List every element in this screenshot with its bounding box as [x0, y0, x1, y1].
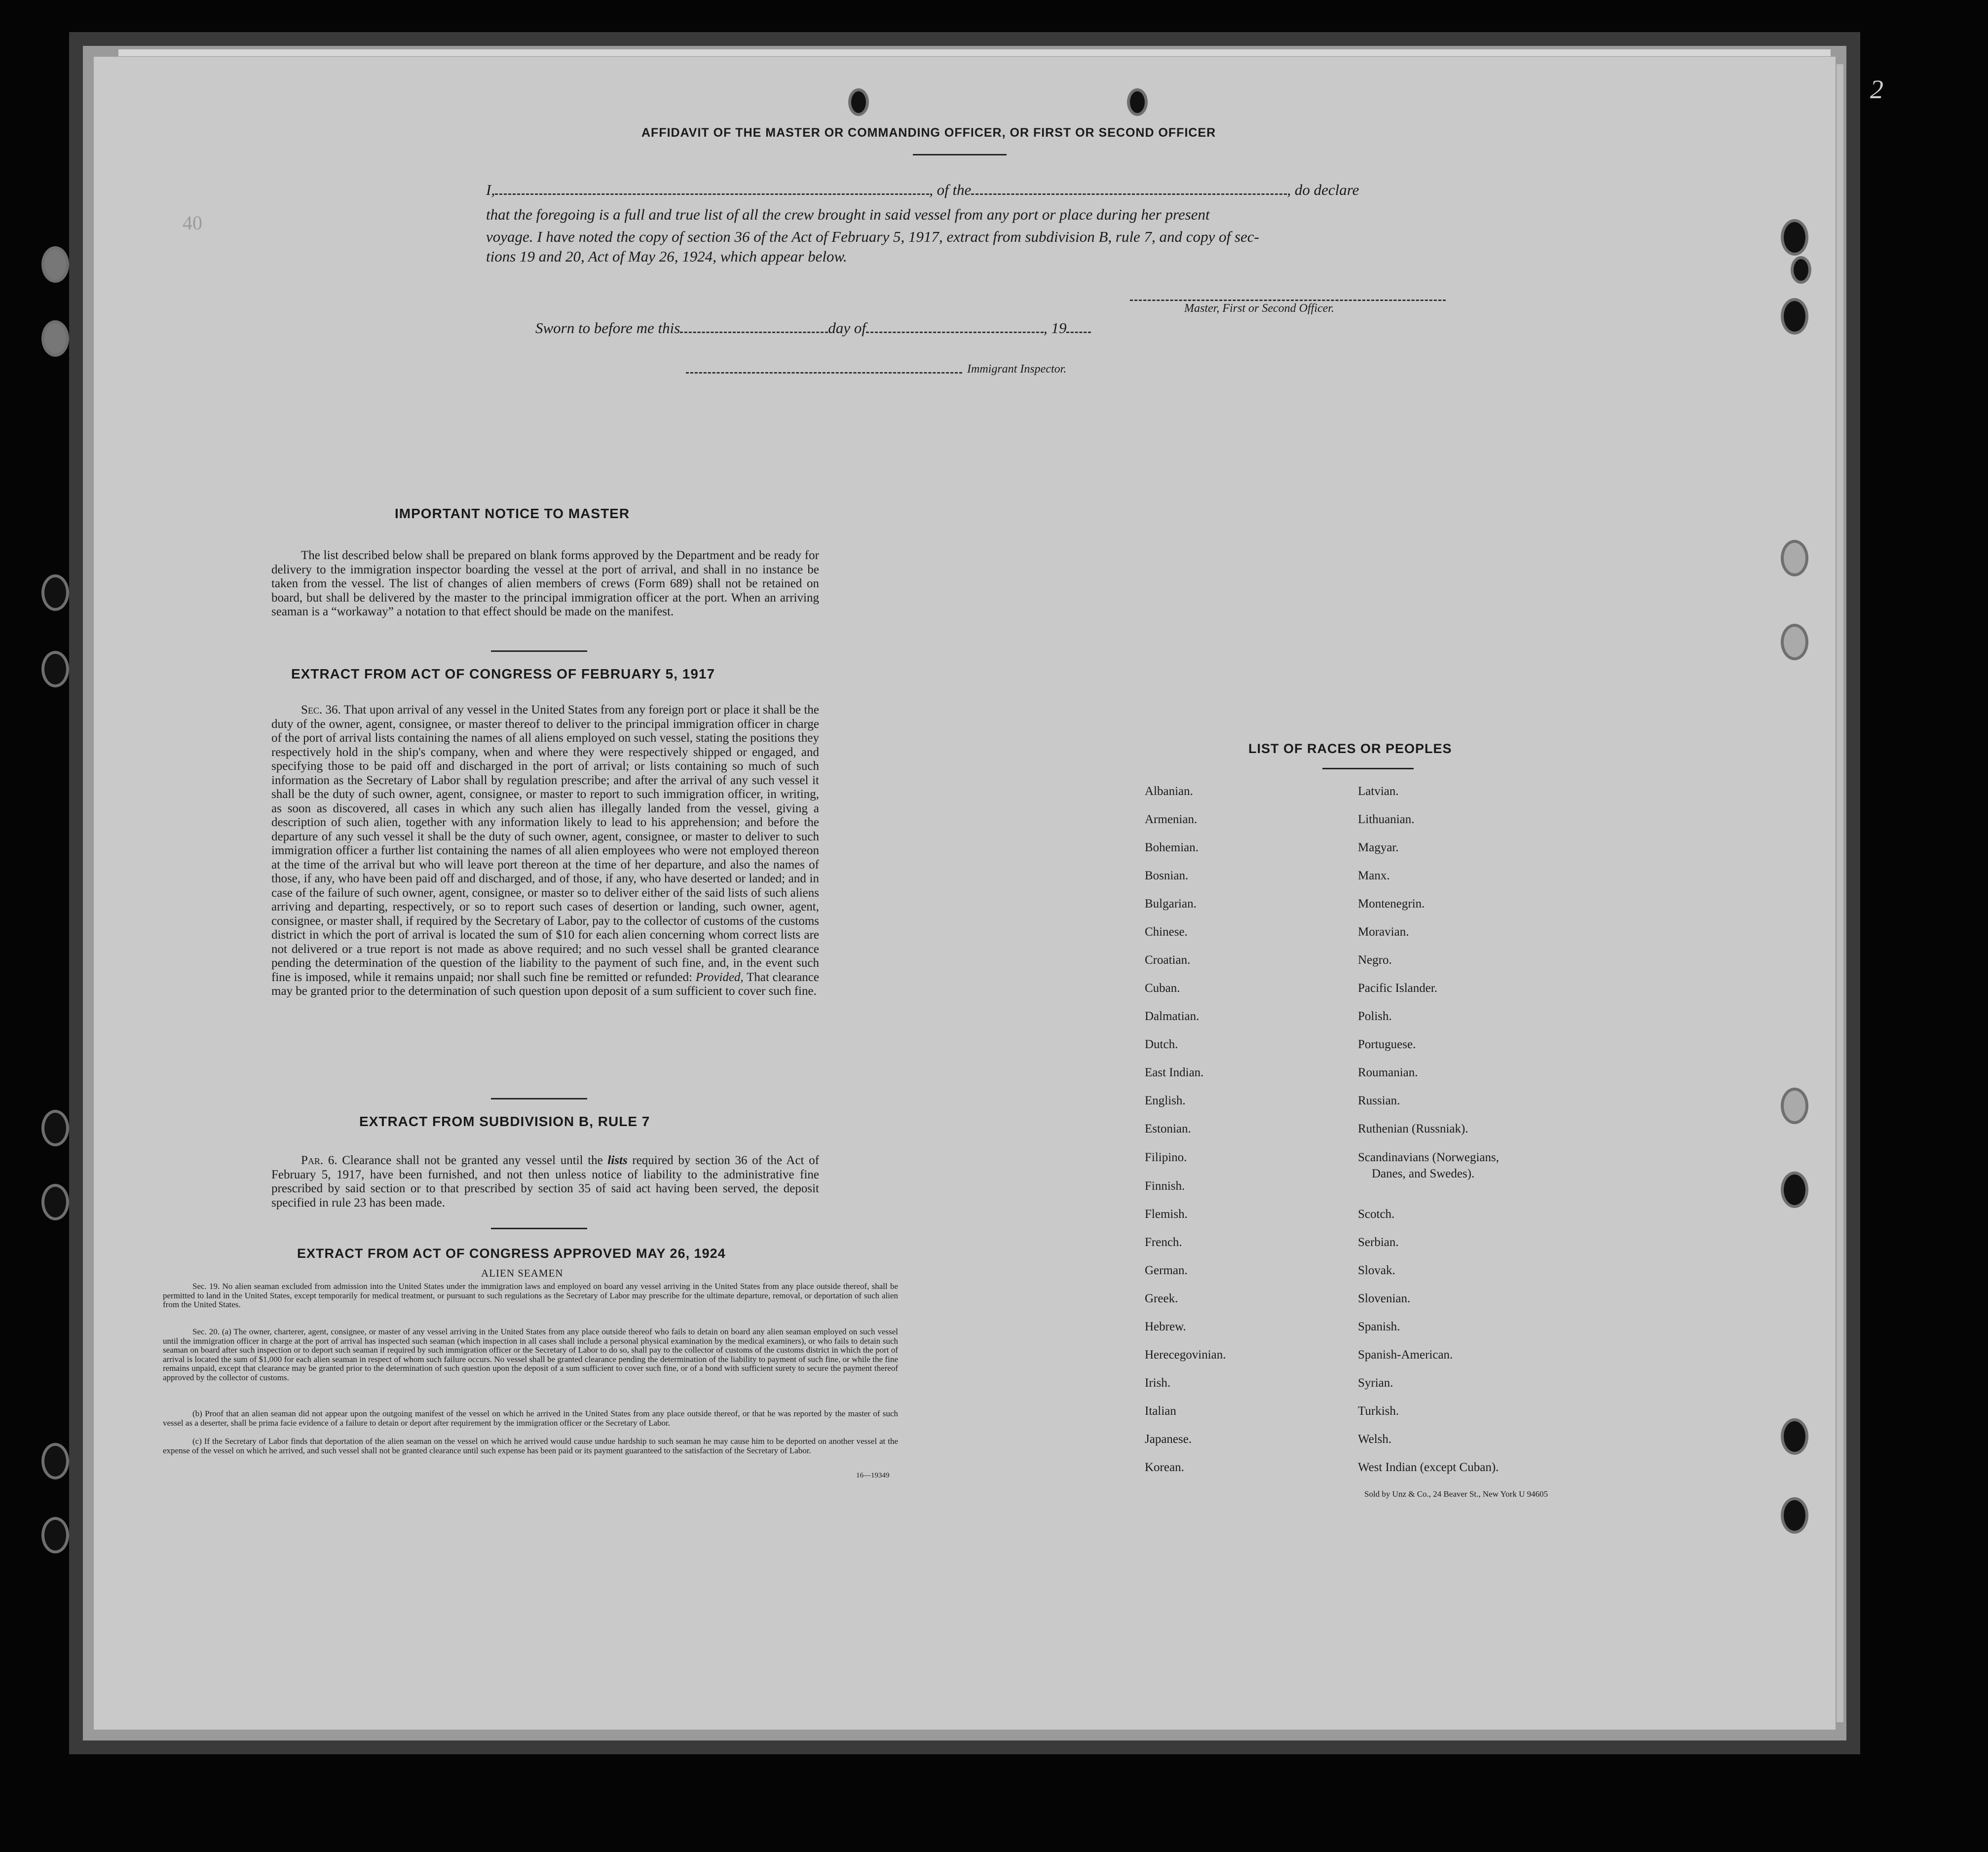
binder-hole [1794, 259, 1808, 281]
race-right-item: Roumanian. [1358, 1066, 1418, 1079]
race-left-item: English. [1145, 1094, 1186, 1107]
affidavit-declaration-line [486, 180, 1438, 200]
sworn-year: , 19 [1043, 319, 1067, 337]
race-right-item: Russian. [1358, 1094, 1400, 1107]
binder-hole [44, 577, 66, 608]
race-right-item: Danes, and Swedes). [1372, 1167, 1475, 1180]
race-left-item: Estonian. [1145, 1122, 1191, 1135]
race-left-item: Albanian. [1145, 785, 1193, 798]
race-right-item: Magyar. [1358, 841, 1399, 854]
par-6-text: Clearance shall not be granted any vessel until the [342, 1154, 603, 1167]
races-heading: LIST OF RACES OR PEOPLES [1248, 741, 1452, 756]
race-right-item: Turkish. [1358, 1404, 1399, 1418]
race-right-item: Polish. [1358, 1010, 1392, 1023]
race-right-item: Slovak. [1358, 1264, 1395, 1277]
binder-hole [1784, 222, 1805, 253]
sec-20a-text: Sec. 20. (a) The owner, charterer, agent, consignee, or master of any vessel arriving in the United States from any place outside thereof who fails to detain on board any alien seaman employed on such vessel until the immigration officer in charge at the port of arrival has inspected such seaman (which inspection in all cases shall include a personal physical examination by the medical examiners), or who fails to detain such seaman on board after such inspection or to deport such seaman if required by such immigration officer or the Secretary of Labor to do so, shall pay to the collector of customs of the customs district in which the port of arrival is located the sum of $1,000 for each alien seaman in respect of whom such failure occurs. No vessel shall be granted clearance pending the determination of the liability to payment of such fine, or while the fine remains unpaid, except that clearance may be granted prior to the determination of such question upon the deposit of a sum sufficient to cover such fine, or of a bond with sufficient surety to secure the payment thereof approved by the collector of customs. [163, 1327, 898, 1382]
affidavit-title: AFFIDAVIT OF THE MASTER OR COMMANDING OFFICER, OR FIRST OR SECOND OFFICER [641, 126, 1216, 140]
extract-1917-body [271, 703, 819, 999]
race-left-item: French. [1145, 1236, 1182, 1249]
affidavit-of-the: , of the [929, 181, 972, 198]
section-rule [491, 1228, 587, 1229]
provided-word: Provided, [695, 970, 744, 984]
race-right-item: Scotch. [1358, 1208, 1395, 1221]
binder-hole [44, 249, 66, 280]
section-rule [491, 650, 587, 652]
page-edge-top [118, 49, 1831, 56]
race-right-item: Manx. [1358, 869, 1390, 882]
binder-hole [44, 323, 66, 354]
blank-day [680, 321, 828, 333]
race-left-item: Korean. [1145, 1461, 1184, 1474]
binder-hole [1130, 91, 1145, 113]
page-number-mark: 2 [1870, 75, 1883, 104]
race-left-item: Italian [1145, 1404, 1176, 1418]
race-right-item: Montenegrin. [1358, 897, 1425, 910]
race-left-item: Hebrew. [1145, 1320, 1186, 1333]
lists-word: lists [607, 1154, 628, 1167]
extract-1917-heading: EXTRACT FROM ACT OF CONGRESS OF FEBRUARY 5, 1917 [291, 666, 715, 681]
binder-hole [44, 1187, 66, 1217]
binder-hole [1784, 543, 1805, 573]
section-rule [491, 1098, 587, 1099]
faded-margin-number: 40 [183, 212, 202, 234]
binder-hole [44, 1520, 66, 1550]
race-left-item: Dalmatian. [1145, 1010, 1200, 1023]
race-left-item: Japanese. [1145, 1433, 1192, 1446]
inspector-signature-label: Immigrant Inspector. [967, 363, 1067, 376]
binder-hole [1784, 1421, 1805, 1452]
race-right-item: Slovenian. [1358, 1292, 1411, 1305]
race-right-item: Negro. [1358, 953, 1392, 967]
blank-year [1066, 321, 1091, 333]
race-right-item: West Indian (except Cuban). [1358, 1461, 1499, 1474]
race-right-item: Spanish. [1358, 1320, 1400, 1333]
printer-imprint: Sold by Unz & Co., 24 Beaver St., New York U 94605 [1364, 1489, 1548, 1499]
sworn-prefix: Sworn to before me this [535, 319, 680, 337]
race-right-item: Welsh. [1358, 1433, 1392, 1446]
binder-hole [1784, 627, 1805, 657]
sworn-day-of: day of [828, 319, 866, 337]
affidavit-text-line: tions 19 and 20, Act of May 26, 1924, which appear below. [486, 248, 847, 265]
sworn-line [535, 318, 1275, 338]
affidavit-text-line: that the foregoing is a full and true list of all the crew brought in said vessel from any port or place during her present [486, 206, 1210, 223]
binder-hole [851, 91, 866, 113]
affidavit-i: I, [486, 181, 495, 198]
race-right-item: Pacific Islander. [1358, 982, 1438, 995]
inspector-signature-line [686, 361, 962, 374]
race-left-item: German. [1145, 1264, 1188, 1277]
par-6-label: Par. 6. [301, 1154, 338, 1167]
race-left-item: Greek. [1145, 1292, 1178, 1305]
race-left-item: Chinese. [1145, 925, 1188, 939]
race-left-item: Bohemian. [1145, 841, 1199, 854]
race-right-item: Ruthenian (Russniak). [1358, 1122, 1468, 1135]
race-left-item: Croatian. [1145, 953, 1191, 967]
race-left-item: Bulgarian. [1145, 897, 1197, 910]
form-number: 16—19349 [856, 1472, 890, 1479]
race-right-item: Latvian. [1358, 785, 1399, 798]
notice-body: The list described below shall be prepared on blank forms approved by the Department and be ready for delivery to the immigration inspector boarding the vessel at the port of arrival, and shall in no instance be taken from the vessel. The list of changes of alien members of crews (Form 689) shall not be retained on board, but shall be delivered by the master to the principal immigration officer at the port. When an arriving seaman is a “workaway” a notation to that effect should be made on the manifest. [271, 549, 819, 618]
affidavit-text-line: voyage. I have noted the copy of section 36 of the Act of February 5, 1917, extract from subdivision B, rule 7, and copy of sec- [486, 228, 1259, 245]
rule-7-body [271, 1154, 819, 1210]
race-left-item: Filipino. [1145, 1151, 1187, 1164]
race-right-item: Spanish-American. [1358, 1348, 1453, 1361]
affidavit-title-rule [913, 154, 1007, 155]
binder-hole [44, 1113, 66, 1143]
races-heading-rule [1322, 768, 1414, 769]
sec-36-text: That upon arrival of any vessel in the United States from any foreign port or place it shall be the duty of the owner, agent, consignee, or master thereof to deliver to the principal immigration officer in charge of the port of arrival lists containing the names of all aliens employed on such vessel, stating the positions they respectively hold in the ship's company, when and where they were respectively shipped or engaged, and specifying those to be paid off and discharged in the port of arrival; or lists containing so much of such information as the Secretary of Labor shall by regulation prescribe; and after the arrival of any such vessel it shall be the duty of such owner, agent, consignee, or master to report to such immigration officer, in writing, as soon as discovered, all cases in which any such alien has illegally landed from the vessel, giving a description of such alien, together with any information likely to lead to his apprehension; and before the departure of any such vessel it shall be the duty of such owner, agent, consignee, or master to deliver to such immigration officer a further list containing the names of all alien employees who were not employed thereon at the time of the arrival but who will leave port thereon at the time of her departure, and also the names of those, if any, who have been paid off and discharged, and of those, if any, who have deserted or landed; and in case of the failure of such owner, agent, consignee, or master so to deliver either of the said lists of such aliens arriving and departing, respectively, or so to report such cases of desertion or landing, such owner, agent, consignee, or master shall, if required by the Secretary of Labor, pay to the collector of customs of the customs district in which the port of arrival is located the sum of $10 for each alien concerning whom correct lists are not delivered or a true report is not made as above required; and no such vessel shall be granted clearance pending the determination of the question of the liability to the payment of such fine, and, in the event such fine is imposed, while it remains unpaid; nor shall such fine be remitted or refunded: [271, 703, 820, 984]
blank-vessel [971, 183, 1287, 195]
race-left-item: Finnish. [1145, 1179, 1185, 1193]
notice-heading: IMPORTANT NOTICE TO MASTER [395, 506, 630, 521]
race-left-item: Flemish. [1145, 1208, 1188, 1221]
binder-hole [1784, 301, 1805, 332]
race-right-item: Serbian. [1358, 1236, 1399, 1249]
binder-hole [1784, 1091, 1805, 1121]
race-left-item: Herecegovinian. [1145, 1348, 1226, 1361]
sec-19-text: Sec. 19. No alien seaman excluded from admission into the United States under the immigration laws and employed on board any vessel arriving in the United States from any place outside thereof, shall be permitted to land in the United States, except temporarily for medical treatment, or pursuant to such regulations as the Secretary of Labor may prescribe for the ultimate departure, removal, or deportation of such alien from the United States. [163, 1282, 898, 1309]
race-left-item: East Indian. [1145, 1066, 1204, 1079]
race-left-item: Armenian. [1145, 813, 1198, 826]
binder-hole [44, 1446, 66, 1476]
binder-hole [44, 654, 66, 684]
race-left-item: Bosnian. [1145, 869, 1189, 882]
race-left-item: Cuban. [1145, 982, 1180, 995]
master-signature-line [1130, 289, 1446, 301]
race-right-item: Scandinavians (Norwegians, [1358, 1151, 1500, 1164]
race-right-item: Portuguese. [1358, 1038, 1416, 1051]
binder-hole [1784, 1174, 1805, 1205]
race-left-item: Dutch. [1145, 1038, 1178, 1051]
sec-36-proviso: That clearance may be granted prior to the determination of such question upon deposit of a sum sufficient to cover such fine. [271, 970, 819, 998]
master-signature-label: Master, First or Second Officer. [1184, 302, 1334, 315]
sec-20b-text: (b) Proof that an alien seaman did not appear upon the outgoing manifest of the vessel on which he arrived in the United States from any place outside thereof, or that he was reported by the master of such vessel as a deserter, shall be prima facie evidence of a failure to detain or deport after requirement by the immigration officer or the Secretary of Labor. [163, 1409, 898, 1428]
blank-month [866, 321, 1044, 333]
extract-1924-heading: EXTRACT FROM ACT OF CONGRESS APPROVED MAY 26, 1924 [297, 1246, 726, 1261]
par-6-text-cont: required by section 36 of the Act of February 5, 1917, have been furnished, and not then unless notice of liability to the administrative fine prescribed by said section or to that prescribed by section 35 of said act having been served, the deposit specified in rule 23 has been made. [271, 1154, 820, 1209]
race-right-item: Lithuanian. [1358, 813, 1415, 826]
alien-seamen-subheading: ALIEN SEAMEN [481, 1267, 563, 1279]
sec-20c-text: (c) If the Secretary of Labor finds that deportation of the alien seaman on the vessel on which he arrived would cause undue hardship to such seaman he may cause him to be deported on another vessel at the expense of the vessel on which he arrived, and such vessel shall not be granted clearance until such expense has been paid or its payment guaranteed to the satisfaction of the Secretary of Labor. [163, 1436, 898, 1455]
rule-7-heading: EXTRACT FROM SUBDIVISION B, RULE 7 [359, 1114, 650, 1129]
blank-name [495, 183, 929, 195]
race-left-item: Irish. [1145, 1376, 1171, 1390]
binder-hole [1784, 1500, 1805, 1531]
race-right-item: Syrian. [1358, 1376, 1393, 1390]
sec-36-label: Sec. 36. [301, 703, 341, 717]
page-edge-right [1837, 64, 1843, 1722]
race-right-item: Moravian. [1358, 925, 1409, 939]
affidavit-declare: , do declare [1287, 181, 1359, 198]
